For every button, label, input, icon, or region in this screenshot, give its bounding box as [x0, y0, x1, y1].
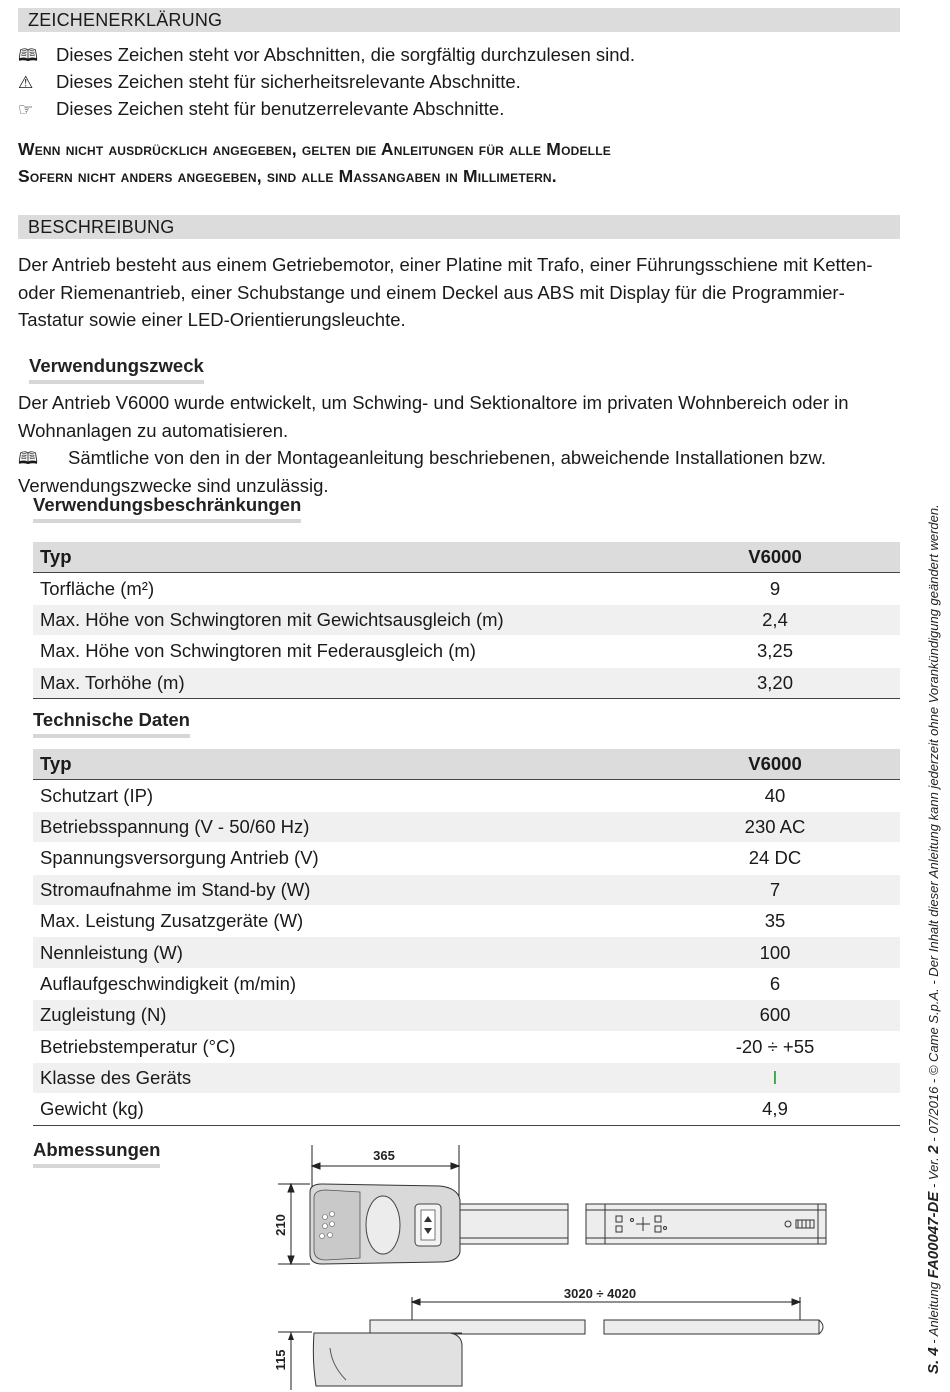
row-label: Schutzart (IP)	[33, 780, 650, 811]
note-millimeters: Sofern nicht anders angegeben, sind alle Maßangaben in Millimetern.	[18, 166, 557, 186]
row-label: Stromaufnahme im Stand-by (W)	[33, 874, 650, 905]
table-row	[33, 1094, 900, 1125]
row-value: I	[650, 1062, 900, 1093]
row-label: Max. Höhe von Schwingtoren mit Federausgleich (m)	[33, 636, 650, 667]
row-value: 100	[650, 937, 900, 968]
warning-icon: ⚠	[18, 73, 34, 92]
limits-title: Verwendungsbeschränkungen	[33, 494, 301, 523]
table-row	[33, 636, 900, 667]
table-header-value: V6000	[650, 749, 900, 780]
dimension-width-label: 365	[373, 1148, 395, 1163]
description-text: Der Antrieb besteht aus einem Getriebemotor, einer Platine mit Trafo, einer Führungsschiene mit Ketten- oder Riemenantrieb, einer Schubstange und einem Deckel aus ABS mit Display für die Programmier-Tastatur sowie einer LED-Orientierungsleuchte.	[18, 254, 873, 330]
row-value: 2,4	[650, 604, 900, 635]
version-number: 2	[925, 1145, 942, 1154]
table-header-value: V6000	[650, 542, 900, 573]
row-value: 4,9	[650, 1094, 900, 1125]
purpose-warning	[18, 444, 898, 499]
table-header-label: Typ	[33, 542, 650, 573]
legend-text: Dieses Zeichen steht vor Abschnitten, die sorgfältig durchzulesen sind.	[56, 44, 635, 65]
row-value: 600	[650, 1000, 900, 1031]
table-row	[33, 1062, 900, 1093]
footer-copyright: - 07/2016 - © Came S.p.A. - Der Inhalt dieser Anleitung kann jederzeit ohne Vorankündigung geändert werden.	[926, 504, 941, 1142]
note-all-models: Wenn nicht ausdrücklich angegeben, gelten die Anleitungen für alle Modelle	[18, 139, 611, 159]
rail-side-view	[370, 1320, 823, 1334]
table-row	[33, 604, 900, 635]
row-label: Betriebstemperatur (°C)	[33, 1031, 650, 1062]
rail-top-view	[460, 1204, 826, 1244]
row-label: Max. Leistung Zusatzgeräte (W)	[33, 905, 650, 936]
row-value: 3,20	[650, 667, 900, 698]
row-value: 40	[650, 780, 900, 811]
legend-item-user	[18, 97, 504, 122]
row-value: 24 DC	[650, 843, 900, 874]
table-header-row	[33, 542, 900, 573]
table-row	[33, 667, 900, 698]
doc-code: FA00047-DE	[925, 1191, 942, 1279]
table-row	[33, 937, 900, 968]
table-row	[33, 874, 900, 905]
table-row	[33, 968, 900, 999]
legend-item-read	[18, 43, 635, 68]
page-footer-sidebar	[922, 0, 946, 1392]
purpose-text: Der Antrieb V6000 wurde entwickelt, um Schwing- und Sektionaltore im privaten Wohnbereich oder in Wohnanlagen zu automatisieren.	[18, 392, 849, 441]
row-label: Zugleistung (N)	[33, 1000, 650, 1031]
tech-title: Technische Daten	[33, 709, 190, 738]
row-label: Nennleistung (W)	[33, 937, 650, 968]
legend-header: ZEICHENERKLÄRUNG	[18, 8, 900, 32]
doc-prefix: - Anleitung	[926, 1282, 941, 1344]
row-value: 35	[650, 905, 900, 936]
table-row	[33, 780, 900, 811]
motor-top-view	[310, 1184, 460, 1264]
legend-text: Dieses Zeichen steht für sicherheitsrelevante Abschnitte.	[56, 71, 521, 92]
row-label: Betriebsspannung (V - 50/60 Hz)	[33, 811, 650, 842]
table-row	[33, 843, 900, 874]
table-row	[33, 573, 900, 604]
dimension-side-height-label: 115	[273, 1349, 288, 1371]
table-row	[33, 1000, 900, 1031]
row-label: Klasse des Geräts	[33, 1062, 650, 1093]
row-value: 7	[650, 874, 900, 905]
row-value: 6	[650, 968, 900, 999]
purpose-title: Verwendungszweck	[29, 355, 204, 384]
row-label: Spannungsversorgung Antrieb (V)	[33, 843, 650, 874]
row-value: 230 AC	[650, 811, 900, 842]
row-value: 3,25	[650, 636, 900, 667]
pointing-hand-icon: ☞	[18, 100, 34, 119]
limits-table	[33, 542, 900, 699]
table-row	[33, 811, 900, 842]
legend-item-safety	[18, 70, 521, 95]
book-icon: 🕮	[18, 449, 39, 468]
description-header: BESCHREIBUNG	[18, 215, 900, 239]
row-value: -20 ÷ +55	[650, 1031, 900, 1062]
table-row	[33, 1031, 900, 1062]
purpose-warning-text: Sämtliche von den in der Montageanleitung beschriebenen, abweichende Installationen bzw. Verwendungszwecke sind unzulässig.	[18, 447, 826, 496]
table-row	[33, 905, 900, 936]
page-number: S. 4	[925, 1347, 942, 1374]
dimension-height-label: 210	[273, 1214, 288, 1236]
tech-table	[33, 749, 900, 1126]
dimensions-title: Abmessungen	[33, 1139, 160, 1168]
table-header-label: Typ	[33, 749, 650, 780]
book-icon: 🕮	[18, 46, 39, 65]
table-header-row	[33, 749, 900, 780]
row-label: Torfläche (m²)	[33, 573, 650, 604]
version-prefix: - Ver.	[926, 1157, 941, 1189]
motor-side-view	[278, 1332, 462, 1390]
dimension-rail-length-label: 3020 ÷ 4020	[563, 1286, 637, 1301]
row-label: Max. Torhöhe (m)	[33, 667, 650, 698]
row-value: 9	[650, 573, 900, 604]
row-label: Auflaufgeschwindigkeit (m/min)	[33, 968, 650, 999]
row-label: Gewicht (kg)	[33, 1094, 650, 1125]
legend-text: Dieses Zeichen steht für benutzerrelevante Abschnitte.	[56, 98, 505, 119]
row-label: Max. Höhe von Schwingtoren mit Gewichtsausgleich (m)	[33, 604, 650, 635]
dimension-drawing	[270, 1140, 830, 1390]
